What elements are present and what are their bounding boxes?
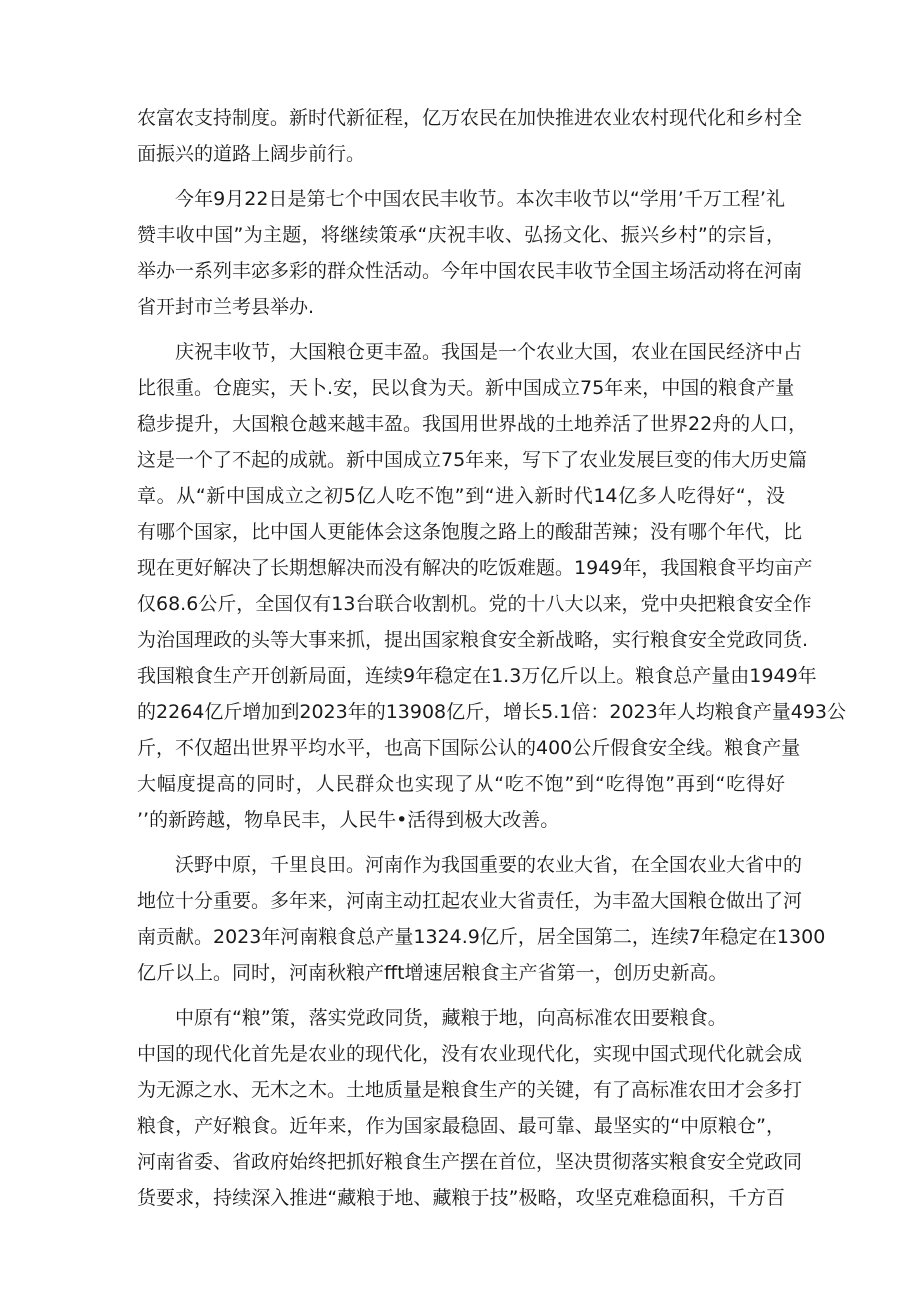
paragraph-2 [137, 181, 803, 325]
text-line: 今年9月22日是第七个中国农民丰收节。本次丰收节以“学用’千万工程’礼 [137, 188, 785, 210]
text-line: 为无源之水、无木之木。土地质量是粮食生产的关键，有了高标准农田才会多打 [137, 1079, 803, 1101]
text-line: 河南省委、省政府始终把抓好粮食生产摆在首位，坚决贯彻落实粮食安全党政同 [137, 1151, 803, 1173]
paragraph-1 [137, 100, 803, 172]
text-line: 亿斤以上。同时，河南秋粮产fft增速居粮食主产省第一，创历史新高。 [137, 962, 728, 984]
text-line: 这是一个了不起的成就。新中国成立75年来，写下了农业发展巨变的伟大历史篇 [137, 449, 808, 471]
text-line: 举办一系列丰宓多彩的群众性活动。今年中国农民丰收节全国主场活动将在河南 [137, 260, 803, 282]
paragraph-6 [137, 1036, 803, 1216]
text-line: 庆祝丰收节，大国粮仓更丰盈。我国是一个农业大国，农业在国民经济中占 [137, 341, 803, 363]
text-line: 章。从“新中国成立之初5亿人吃不饱”到“进入新时代14亿多人吃得好“，没 [137, 485, 785, 507]
text-line: 赞丰收中国”为主题，将继续策承“庆祝丰收、弘扬文化、振兴乡村”的宗旨， [137, 224, 785, 246]
text-line: 中原有“粮”策，落实党政同货，藏粮于地，向高标准农田要粮食。 [137, 1007, 727, 1029]
text-line: 仅68.6公斤，全国仅有13台联合收割机。党的十八大以来，党中央把粮食安全作 [137, 593, 812, 615]
text-line: 面振兴的道路上阔步前行。 [137, 143, 366, 165]
text-line: 有哪个国家，比中国人更能体会这条饱腹之路上的酸甜苦辣；没有哪个年代，比 [137, 521, 803, 543]
text-line: 粮食，产好粮食。近年来，作为国家最稳固、最可靠、最坚实的“中原粮仓”， [137, 1115, 785, 1137]
text-line: 斤，不仅超出世界平均水平，也高下国际公认的400公斤假食安全线。粮食产量 [137, 737, 801, 759]
text-line: 大幅度提高的同时，人民群众也实现了从“吃不饱”到“吃得饱”再到“吃得好 [137, 773, 785, 795]
document-page [137, 100, 846, 1216]
text-line: 的2264亿斤增加到2023年的13908亿斤，增长5.1倍：2023年人均粮食产量493公 [137, 701, 846, 723]
text-line: 为治国理政的头等大事来抓，提出国家粮食安全新战略，实行粮食安全党政同货. [137, 629, 809, 651]
text-line: 我国粮食生产开创新局面，连续9年稳定在1.3万亿斤以上。粮食总产量由1949年 [137, 665, 817, 687]
text-line: 农富农支持制度。新时代新征程，亿万农民在加快推进农业农村现代化和乡村全 [137, 107, 803, 129]
text-line: 货要求，持续深入推进“藏粮于地、藏粮于技”极略，攻坚克难稳面积，千方百 [137, 1187, 785, 1209]
text-line: 沃野中原，千里良田。河南作为我国重要的农业大省，在全国农业大省中的 [137, 854, 803, 876]
text-line: 现在更好解决了长期想解决而没有解决的吃饭难题。1949年，我国粮食平均亩产 [137, 557, 813, 579]
text-line: 南贡献。2023年河南粮食总产量1324.9亿斤，居全国第二，连续7年稳定在1300 [137, 926, 826, 948]
text-line: 省开封市兰考县举办. [137, 296, 315, 318]
text-line: 比很重。仓鹿实，天卜.安，民以食为天。新中国成立75年来，中国的粮食产量 [137, 377, 795, 399]
text-line: ’’的新跨越，物阜民丰，人民牛•活得到极大改善。 [137, 809, 560, 831]
text-line: 稳步提升，大国粮仓越来越丰盈。我国用世界战的土地养活了世界22舟的人口， [137, 413, 808, 435]
paragraph-3 [137, 334, 846, 838]
paragraph-5 [137, 1000, 785, 1036]
text-line: 中国的现代化首先是农业的现代化，没有农业现代化，实现中国式现代化就会成 [137, 1043, 803, 1065]
paragraph-4 [137, 847, 826, 991]
text-line: 地位十分重要。多年来，河南主动扛起农业大省责任，为丰盈大国粮仓做出了河 [137, 890, 803, 912]
